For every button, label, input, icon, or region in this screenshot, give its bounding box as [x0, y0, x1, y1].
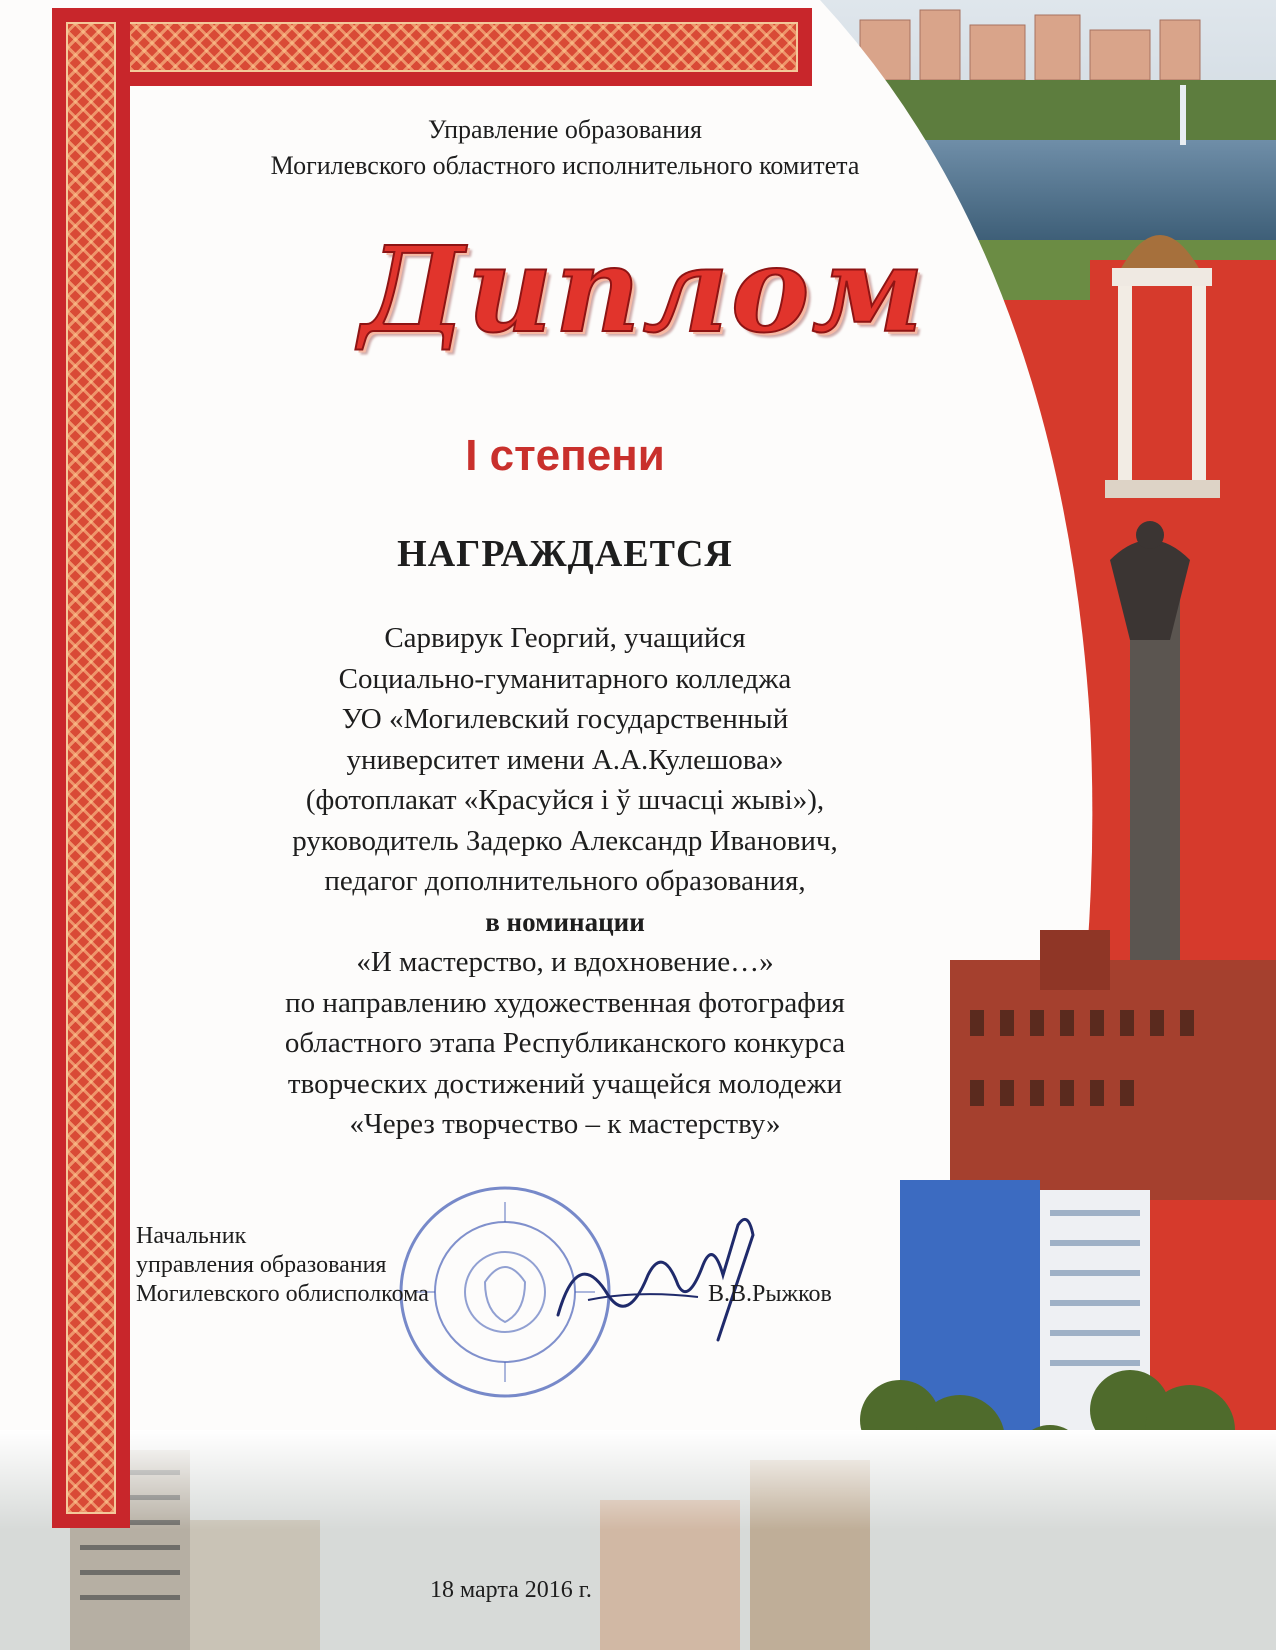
body-line: педагог дополнительного образования, — [324, 865, 806, 897]
ornament-border-left — [52, 8, 130, 1528]
issuer-line-2: Могилевского областного исполнительного комитета — [270, 151, 860, 180]
nomination-line: творческих достижений учащейся молодежи — [287, 1067, 843, 1100]
signer-line-1: Начальник — [136, 1223, 247, 1249]
issuer-line-1: Управление образования — [427, 115, 703, 144]
signer-line-3: Могилевского облисполкома — [136, 1281, 429, 1307]
diploma-title: Диплом — [360, 220, 926, 359]
award-body — [130, 618, 1000, 1145]
body-line: (фотоплакат «Красуйся і ў шчасці жыві»), — [305, 784, 825, 816]
signature-icon — [548, 1205, 778, 1345]
awarded-heading: НАГРАЖДАЕТСЯ — [397, 533, 733, 575]
signer-line-2: управления образования — [136, 1252, 387, 1278]
nomination-line: «Через творчество – к мастерству» — [349, 1108, 781, 1140]
nomination-line: областного этапа Республиканского конкурса — [284, 1027, 846, 1059]
body-line: Сарвирук Георгий, учащийся — [384, 622, 746, 654]
issuer-header — [130, 112, 1000, 184]
body-line: Социально-гуманитарного колледжа — [338, 662, 792, 695]
ornament-border-top — [52, 8, 812, 86]
signer-name: В.В.Рыжков — [708, 1281, 832, 1307]
body-line: университет имени А.А.Кулешова» — [346, 743, 784, 776]
nomination-line: по направлению художественная фотография — [285, 986, 845, 1019]
nomination-line: «И мастерство, и вдохновение…» — [356, 946, 774, 978]
issue-date: 18 марта 2016 г. — [430, 1577, 592, 1603]
body-line: УО «Могилевский государственный — [341, 703, 789, 735]
diploma-degree: I степени — [465, 431, 665, 480]
body-line: руководитель Задерко Александр Иванович, — [292, 824, 838, 857]
signer-title — [136, 1222, 429, 1309]
nomination-label: в номинации — [485, 906, 645, 937]
